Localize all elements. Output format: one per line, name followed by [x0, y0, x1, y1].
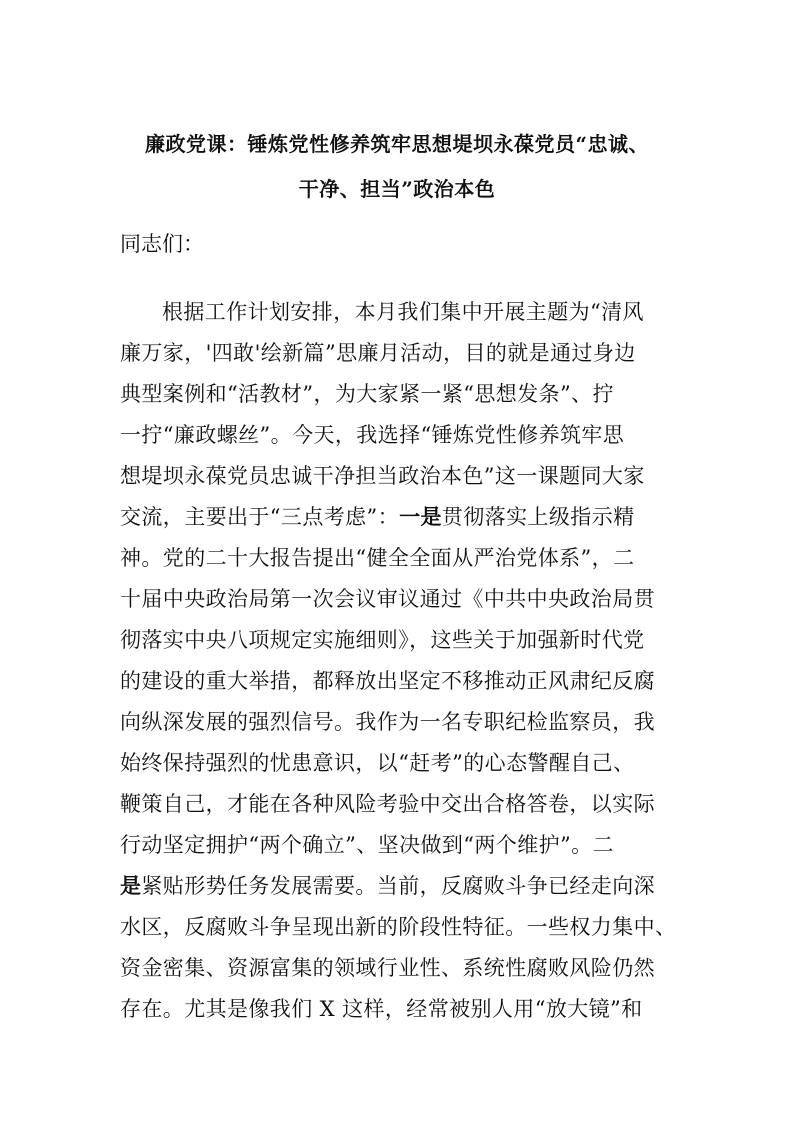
point-two-marker: 是: [120, 873, 142, 898]
body-line-17: 资金密集、资源富集的领域行业性、系统性腐败风险仍然: [120, 956, 655, 980]
greeting: 同志们：: [120, 232, 204, 256]
document-title-line-1: 廉政党课：锤炼党性修养筑牢思想堤坝永葆党员“忠诚、: [144, 132, 649, 156]
document-title-line-2: 干净、担当”政治本色: [298, 177, 496, 201]
body-line-13: 鞭策自己，才能在各种风险考验中交出合格答卷，以实际: [120, 792, 655, 816]
point-one-marker: 一是: [399, 504, 442, 529]
body-line-6-text: 交流，主要出于“三点考虑”：: [120, 505, 400, 529]
body-line-16: 水区，反腐败斗争呈现出新的阶段性特征。一些权力集中、: [120, 915, 677, 939]
body-line-5: 想堤坝永葆党员忠诚干净担当政治本色”这一课题同大家: [120, 464, 645, 488]
body-line-6-tail: 贯彻落实上级指示精: [441, 505, 635, 529]
body-line-6: [120, 501, 635, 531]
body-line-11: 向纵深发展的强烈信号。我作为一名专职纪检监察员，我: [120, 710, 655, 734]
body-line-4: 一拧“廉政螺丝”。今天，我选择“锤炼党性修养筑牢思: [120, 423, 625, 447]
body-line-8: 十届中央政治局第一次会议审议通过《中共中央政治局贯: [120, 587, 655, 611]
body-line-9: 彻落实中央八项规定实施细则》，这些关于加强新时代党: [120, 628, 645, 652]
body-line-10: 的建设的重大举措，都释放出坚定不移推动正风肃纪反腐: [120, 669, 655, 693]
body-line-1: 根据工作计划安排，本月我们集中开展主题为“清风: [162, 300, 644, 324]
body-line-15: [120, 870, 655, 900]
body-line-2: 廉万家，'四敢'绘新篇”思廉月活动，目的就是通过身边: [120, 341, 636, 365]
body-line-15-text: 紧贴形势任务发展需要。当前，反腐败斗争已经走向深: [141, 874, 656, 898]
body-line-18: 存在。尤其是像我们 X 这样，经常被别人用“放大镜”和: [120, 997, 643, 1021]
body-line-3: 典型案例和“活教材”，为大家紧一紧“思想发条”、拧: [120, 382, 614, 406]
body-line-7: 神。党的二十大报告提出“健全全面从严治党体系”，二: [120, 546, 635, 570]
body-line-14: 行动坚定拥护“两个确立”、坚决做到“两个维护”。二: [120, 833, 614, 857]
body-line-12: 始终保持强烈的忧患意识，以“赶考”的心态警醒自己、: [120, 751, 635, 775]
